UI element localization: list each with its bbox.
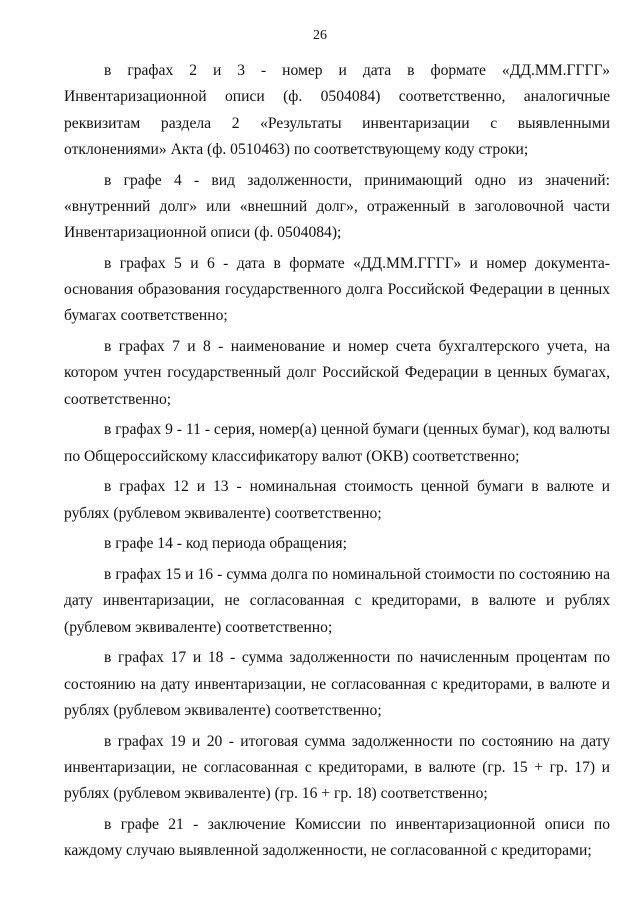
paragraph-column-14: в графе 14 - код периода обращения; (104, 535, 347, 553)
paragraph-column-4: в графе 4 - вид задолженности, принимающий одно из значений: «внутренний долг» или «внешний долг», отраженный в заголовочной части Инвентаризационной описи (ф. 0504084); (64, 171, 610, 242)
page-number: 26 (313, 28, 327, 43)
paragraph-columns-2-3: в графах 2 и 3 - номер и дата в формате «ДД.ММ.ГГГГ» Инвентаризационной описи (ф. 0504084) соответственно, аналогичные реквизитам раздела 2 «Результаты инвентаризации с выявленными отклонениями» Акта (ф. 0510463) по соответствующему коду строки; (64, 62, 610, 158)
paragraph-columns-12-13: в графах 12 и 13 - номинальная стоимость ценной бумаги в валюте и рублях (рублевом эквиваленте) соответственно; (64, 478, 610, 522)
document-body (64, 58, 610, 869)
paragraph-columns-9-11: в графах 9 - 11 - серия, номер(а) ценной бумаги (ценных бумаг), код валюты по Общероссийскому классификатору валют (ОКВ) соответственно; (64, 421, 610, 465)
paragraph-columns-7-8: в графах 7 и 8 - наименование и номер счета бухгалтерского учета, на котором учтен государственный долг Российской Федерации в ценных бумагах, соответственно; (64, 338, 610, 408)
paragraph-columns-15-16: в графах 15 и 16 - сумма долга по номинальной стоимости по состоянию на дату инвентаризации, не согласованная с кредиторами, в валюте и рублях (рублевом эквиваленте) соответственно; (64, 566, 610, 636)
paragraph-columns-5-6: в графах 5 и 6 - дата в формате «ДД.ММ.ГГГГ» и номер документа-основания образования государственного долга Российской Федерации в ценных бумагах соответственно; (64, 254, 610, 325)
paragraph-columns-17-18: в графах 17 и 18 - сумма задолженности по начисленным процентам по состоянию на дату инвентаризации, не согласованная с кредиторами, в валюте и рублях (рублевом эквиваленте) соответственно; (64, 649, 610, 719)
paragraph-column-21: в графе 21 - заключение Комиссии по инвентаризационной описи по каждому случаю выявленной задолженности, не согласованной с кредиторами; (64, 815, 610, 860)
paragraph-columns-19-20: в графах 19 и 20 - итоговая сумма задолженности по состоянию на дату инвентаризации, не согласованная с кредиторами, в валюте (гр. 15 + гр. 17) и рублях (рублевом эквиваленте) (гр. 16 + гр. 18) соответственно; (64, 732, 610, 803)
